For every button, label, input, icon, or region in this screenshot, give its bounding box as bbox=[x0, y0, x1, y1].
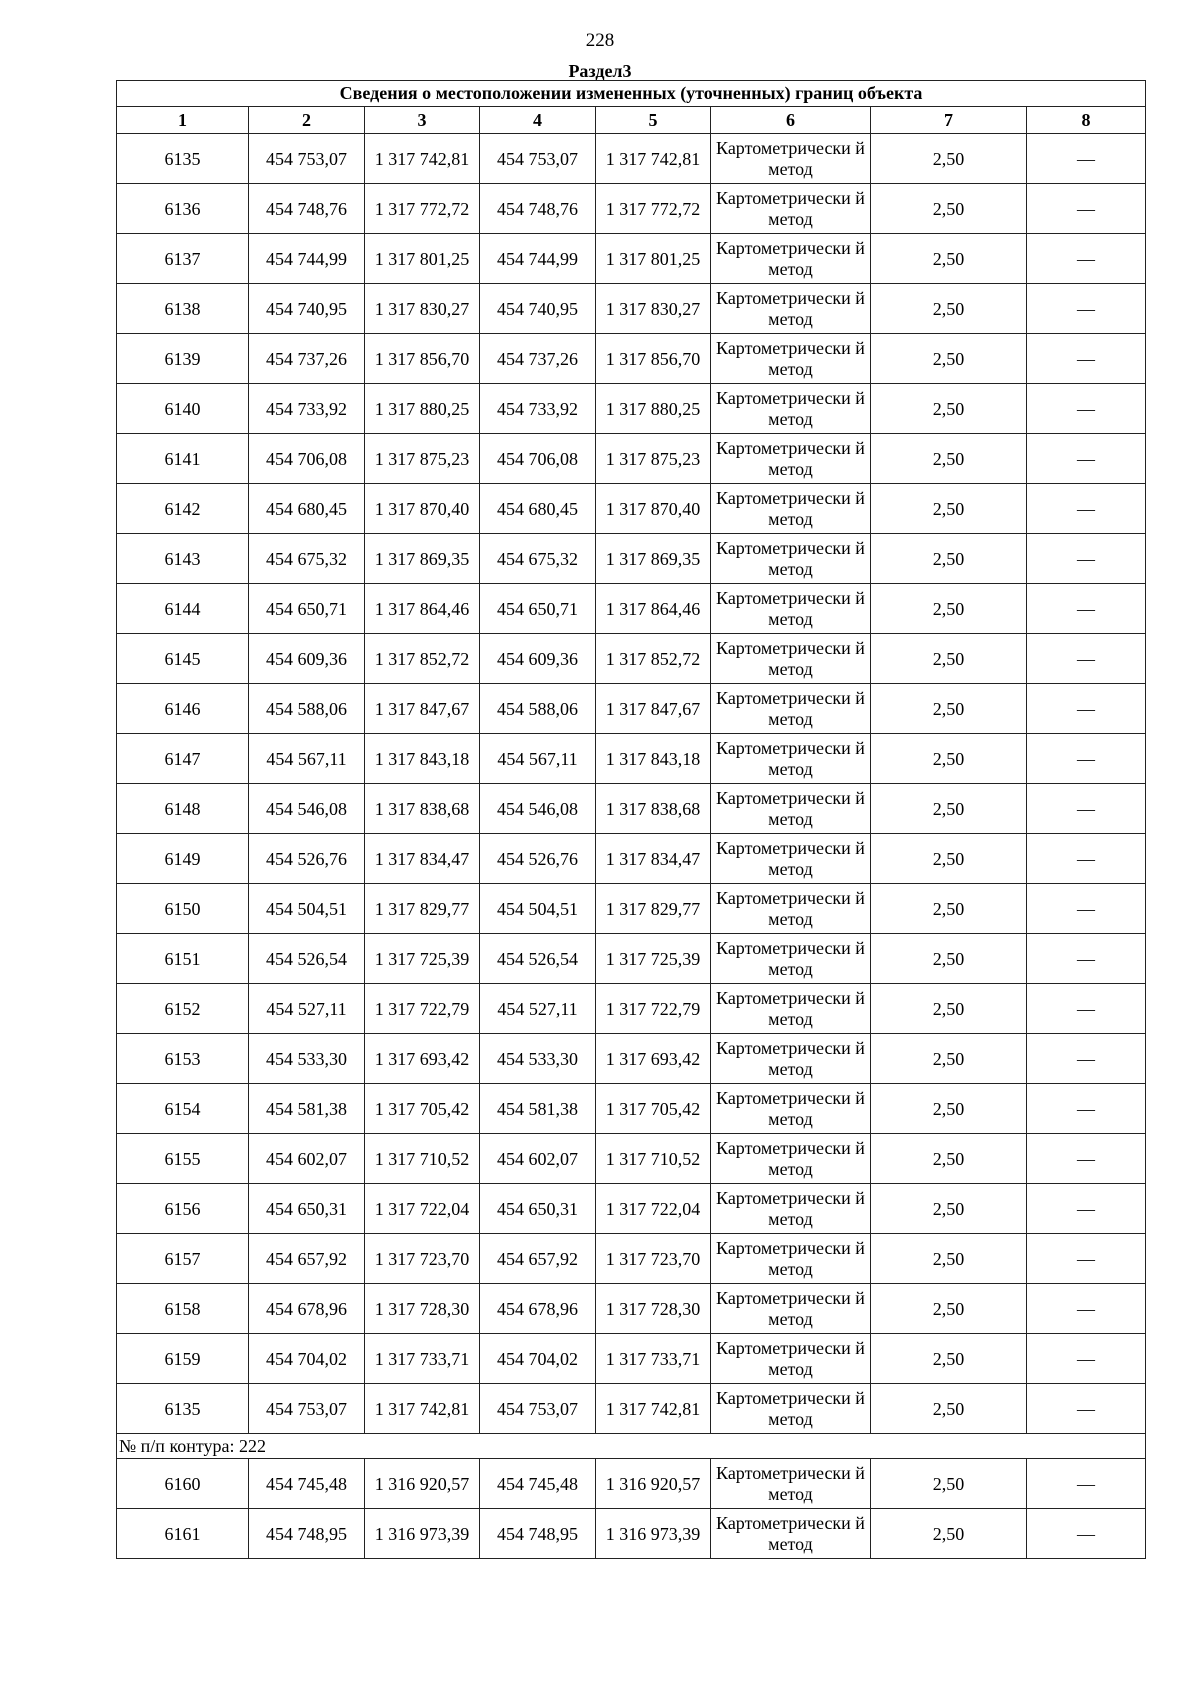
table-row bbox=[117, 284, 1146, 334]
point-number-cell: 6150 bbox=[117, 884, 249, 934]
x-coordinate-cell: 454 740,95 bbox=[249, 284, 365, 334]
x-coordinate-cell: 454 588,06 bbox=[249, 684, 365, 734]
accuracy-cell: 2,50 bbox=[871, 984, 1027, 1034]
note-cell: — bbox=[1027, 984, 1146, 1034]
point-number-cell: 6136 bbox=[117, 184, 249, 234]
method-cell: Картометрически й метод bbox=[711, 184, 871, 234]
accuracy-cell: 2,50 bbox=[871, 634, 1027, 684]
y-coordinate-cell: 1 317 725,39 bbox=[365, 934, 480, 984]
x-coordinate-cell: 454 650,31 bbox=[249, 1184, 365, 1234]
y-coordinate-cell: 1 317 852,72 bbox=[365, 634, 480, 684]
y-coordinate-cell: 1 317 722,79 bbox=[365, 984, 480, 1034]
method-cell: Картометрически й метод bbox=[711, 984, 871, 1034]
table-row bbox=[117, 534, 1146, 584]
accuracy-cell: 2,50 bbox=[871, 1234, 1027, 1284]
note-cell: — bbox=[1027, 234, 1146, 284]
note-cell: — bbox=[1027, 634, 1146, 684]
note-cell: — bbox=[1027, 934, 1146, 984]
x-coordinate-cell: 454 650,71 bbox=[249, 584, 365, 634]
y-coordinate-cell: 1 317 742,81 bbox=[365, 134, 480, 184]
accuracy-cell: 2,50 bbox=[871, 884, 1027, 934]
note-cell: — bbox=[1027, 1284, 1146, 1334]
point-number-cell: 6156 bbox=[117, 1184, 249, 1234]
x-coordinate-cell: 454 744,99 bbox=[249, 234, 365, 284]
table-row bbox=[117, 1284, 1146, 1334]
note-cell: — bbox=[1027, 734, 1146, 784]
table-row bbox=[117, 134, 1146, 184]
note-cell: — bbox=[1027, 1384, 1146, 1434]
y-coordinate-cell: 1 317 710,52 bbox=[596, 1134, 711, 1184]
y-coordinate-cell: 1 317 742,81 bbox=[596, 1384, 711, 1434]
accuracy-cell: 2,50 bbox=[871, 1184, 1027, 1234]
note-cell: — bbox=[1027, 484, 1146, 534]
y-coordinate-cell: 1 317 693,42 bbox=[365, 1034, 480, 1084]
y-coordinate-cell: 1 317 710,52 bbox=[365, 1134, 480, 1184]
note-cell: — bbox=[1027, 284, 1146, 334]
x-coordinate-cell: 454 546,08 bbox=[249, 784, 365, 834]
table-row bbox=[117, 984, 1146, 1034]
note-cell: — bbox=[1027, 834, 1146, 884]
method-cell: Картометрически й метод bbox=[711, 484, 871, 534]
y-coordinate-cell: 1 317 829,77 bbox=[365, 884, 480, 934]
x-coordinate-cell: 454 704,02 bbox=[480, 1334, 596, 1384]
note-cell: — bbox=[1027, 384, 1146, 434]
x-coordinate-cell: 454 581,38 bbox=[249, 1084, 365, 1134]
method-cell: Картометрически й метод bbox=[711, 334, 871, 384]
x-coordinate-cell: 454 678,96 bbox=[249, 1284, 365, 1334]
x-coordinate-cell: 454 733,92 bbox=[480, 384, 596, 434]
y-coordinate-cell: 1 317 856,70 bbox=[596, 334, 711, 384]
x-coordinate-cell: 454 567,11 bbox=[480, 734, 596, 784]
x-coordinate-cell: 454 737,26 bbox=[249, 334, 365, 384]
y-coordinate-cell: 1 317 693,42 bbox=[596, 1034, 711, 1084]
y-coordinate-cell: 1 317 829,77 bbox=[596, 884, 711, 934]
point-number-cell: 6139 bbox=[117, 334, 249, 384]
x-coordinate-cell: 454 753,07 bbox=[249, 134, 365, 184]
point-number-cell: 6146 bbox=[117, 684, 249, 734]
method-cell: Картометрически й метод bbox=[711, 1284, 871, 1334]
note-cell: — bbox=[1027, 434, 1146, 484]
table-row bbox=[117, 1184, 1146, 1234]
y-coordinate-cell: 1 317 843,18 bbox=[365, 734, 480, 784]
method-cell: Картометрически й метод bbox=[711, 734, 871, 784]
x-coordinate-cell: 454 602,07 bbox=[480, 1134, 596, 1184]
y-coordinate-cell: 1 317 880,25 bbox=[596, 384, 711, 434]
y-coordinate-cell: 1 317 880,25 bbox=[365, 384, 480, 434]
y-coordinate-cell: 1 317 864,46 bbox=[365, 584, 480, 634]
accuracy-cell: 2,50 bbox=[871, 834, 1027, 884]
accuracy-cell: 2,50 bbox=[871, 1334, 1027, 1384]
accuracy-cell: 2,50 bbox=[871, 1284, 1027, 1334]
note-cell: — bbox=[1027, 1134, 1146, 1184]
x-coordinate-cell: 454 609,36 bbox=[249, 634, 365, 684]
point-number-cell: 6143 bbox=[117, 534, 249, 584]
y-coordinate-cell: 1 317 728,30 bbox=[365, 1284, 480, 1334]
table-row bbox=[117, 684, 1146, 734]
method-cell: Картометрически й метод bbox=[711, 1234, 871, 1284]
x-coordinate-cell: 454 533,30 bbox=[249, 1034, 365, 1084]
x-coordinate-cell: 454 737,26 bbox=[480, 334, 596, 384]
contour-label: № п/п контура: 222 bbox=[117, 1434, 1146, 1459]
method-cell: Картометрически й метод bbox=[711, 884, 871, 934]
point-number-cell: 6160 bbox=[117, 1459, 249, 1509]
accuracy-cell: 2,50 bbox=[871, 1459, 1027, 1509]
table-caption: Сведения о местоположении измененных (уточненных) границ объекта bbox=[117, 81, 1146, 107]
x-coordinate-cell: 454 753,07 bbox=[480, 134, 596, 184]
table-row bbox=[117, 1084, 1146, 1134]
accuracy-cell: 2,50 bbox=[871, 1034, 1027, 1084]
note-cell: — bbox=[1027, 1234, 1146, 1284]
table-row bbox=[117, 234, 1146, 284]
method-cell: Картометрически й метод bbox=[711, 634, 871, 684]
column-number: 7 bbox=[871, 107, 1027, 134]
y-coordinate-cell: 1 317 705,42 bbox=[596, 1084, 711, 1134]
coordinates-table bbox=[116, 80, 1146, 1559]
x-coordinate-cell: 454 527,11 bbox=[480, 984, 596, 1034]
table-row bbox=[117, 584, 1146, 634]
table-row bbox=[117, 334, 1146, 384]
point-number-cell: 6151 bbox=[117, 934, 249, 984]
x-coordinate-cell: 454 533,30 bbox=[480, 1034, 596, 1084]
method-cell: Картометрически й метод bbox=[711, 234, 871, 284]
point-number-cell: 6145 bbox=[117, 634, 249, 684]
y-coordinate-cell: 1 317 864,46 bbox=[596, 584, 711, 634]
accuracy-cell: 2,50 bbox=[871, 1134, 1027, 1184]
accuracy-cell: 2,50 bbox=[871, 184, 1027, 234]
table-row bbox=[117, 734, 1146, 784]
point-number-cell: 6148 bbox=[117, 784, 249, 834]
point-number-cell: 6152 bbox=[117, 984, 249, 1034]
x-coordinate-cell: 454 748,76 bbox=[480, 184, 596, 234]
table-row bbox=[117, 1384, 1146, 1434]
method-cell: Картометрически й метод bbox=[711, 1509, 871, 1559]
x-coordinate-cell: 454 748,95 bbox=[480, 1509, 596, 1559]
table-row bbox=[117, 434, 1146, 484]
x-coordinate-cell: 454 602,07 bbox=[249, 1134, 365, 1184]
y-coordinate-cell: 1 317 723,70 bbox=[365, 1234, 480, 1284]
accuracy-cell: 2,50 bbox=[871, 1084, 1027, 1134]
method-cell: Картометрически й метод bbox=[711, 1084, 871, 1134]
x-coordinate-cell: 454 744,99 bbox=[480, 234, 596, 284]
y-coordinate-cell: 1 317 725,39 bbox=[596, 934, 711, 984]
column-number: 2 bbox=[249, 107, 365, 134]
note-cell: — bbox=[1027, 1184, 1146, 1234]
x-coordinate-cell: 454 567,11 bbox=[249, 734, 365, 784]
accuracy-cell: 2,50 bbox=[871, 434, 1027, 484]
column-number: 5 bbox=[596, 107, 711, 134]
x-coordinate-cell: 454 526,54 bbox=[480, 934, 596, 984]
accuracy-cell: 2,50 bbox=[871, 684, 1027, 734]
x-coordinate-cell: 454 745,48 bbox=[249, 1459, 365, 1509]
method-cell: Картометрически й метод bbox=[711, 434, 871, 484]
table-row bbox=[117, 884, 1146, 934]
y-coordinate-cell: 1 316 973,39 bbox=[365, 1509, 480, 1559]
y-coordinate-cell: 1 317 733,71 bbox=[365, 1334, 480, 1384]
accuracy-cell: 2,50 bbox=[871, 134, 1027, 184]
method-cell: Картометрически й метод bbox=[711, 284, 871, 334]
method-cell: Картометрически й метод bbox=[711, 1459, 871, 1509]
table-row bbox=[117, 384, 1146, 434]
x-coordinate-cell: 454 706,08 bbox=[480, 434, 596, 484]
x-coordinate-cell: 454 526,76 bbox=[249, 834, 365, 884]
x-coordinate-cell: 454 675,32 bbox=[249, 534, 365, 584]
x-coordinate-cell: 454 704,02 bbox=[249, 1334, 365, 1384]
accuracy-cell: 2,50 bbox=[871, 384, 1027, 434]
point-number-cell: 6157 bbox=[117, 1234, 249, 1284]
point-number-cell: 6142 bbox=[117, 484, 249, 534]
y-coordinate-cell: 1 317 875,23 bbox=[365, 434, 480, 484]
x-coordinate-cell: 454 657,92 bbox=[249, 1234, 365, 1284]
x-coordinate-cell: 454 680,45 bbox=[249, 484, 365, 534]
y-coordinate-cell: 1 317 722,04 bbox=[365, 1184, 480, 1234]
x-coordinate-cell: 454 609,36 bbox=[480, 634, 596, 684]
method-cell: Картометрически й метод bbox=[711, 934, 871, 984]
y-coordinate-cell: 1 317 870,40 bbox=[596, 484, 711, 534]
x-coordinate-cell: 454 753,07 bbox=[480, 1384, 596, 1434]
table-row bbox=[117, 934, 1146, 984]
method-cell: Картометрически й метод bbox=[711, 1184, 871, 1234]
table-caption-row bbox=[117, 81, 1146, 107]
table-row bbox=[117, 1234, 1146, 1284]
x-coordinate-cell: 454 706,08 bbox=[249, 434, 365, 484]
table-row bbox=[117, 1509, 1146, 1559]
note-cell: — bbox=[1027, 334, 1146, 384]
y-coordinate-cell: 1 317 869,35 bbox=[596, 534, 711, 584]
point-number-cell: 6154 bbox=[117, 1084, 249, 1134]
x-coordinate-cell: 454 748,95 bbox=[249, 1509, 365, 1559]
note-cell: — bbox=[1027, 584, 1146, 634]
table-row bbox=[117, 784, 1146, 834]
accuracy-cell: 2,50 bbox=[871, 334, 1027, 384]
method-cell: Картометрически й метод bbox=[711, 684, 871, 734]
point-number-cell: 6135 bbox=[117, 134, 249, 184]
table-row bbox=[117, 1034, 1146, 1084]
method-cell: Картометрически й метод bbox=[711, 134, 871, 184]
column-number: 1 bbox=[117, 107, 249, 134]
note-cell: — bbox=[1027, 1034, 1146, 1084]
point-number-cell: 6153 bbox=[117, 1034, 249, 1084]
x-coordinate-cell: 454 748,76 bbox=[249, 184, 365, 234]
table-row bbox=[117, 184, 1146, 234]
note-cell: — bbox=[1027, 534, 1146, 584]
x-coordinate-cell: 454 733,92 bbox=[249, 384, 365, 434]
point-number-cell: 6140 bbox=[117, 384, 249, 434]
table-row bbox=[117, 1459, 1146, 1509]
point-number-cell: 6147 bbox=[117, 734, 249, 784]
x-coordinate-cell: 454 680,45 bbox=[480, 484, 596, 534]
y-coordinate-cell: 1 317 847,67 bbox=[596, 684, 711, 734]
y-coordinate-cell: 1 317 830,27 bbox=[365, 284, 480, 334]
point-number-cell: 6137 bbox=[117, 234, 249, 284]
column-number-row bbox=[117, 107, 1146, 134]
y-coordinate-cell: 1 317 869,35 bbox=[365, 534, 480, 584]
y-coordinate-cell: 1 317 801,25 bbox=[596, 234, 711, 284]
accuracy-cell: 2,50 bbox=[871, 734, 1027, 784]
accuracy-cell: 2,50 bbox=[871, 284, 1027, 334]
x-coordinate-cell: 454 675,32 bbox=[480, 534, 596, 584]
method-cell: Картометрически й метод bbox=[711, 1384, 871, 1434]
accuracy-cell: 2,50 bbox=[871, 1384, 1027, 1434]
column-number: 3 bbox=[365, 107, 480, 134]
note-cell: — bbox=[1027, 184, 1146, 234]
point-number-cell: 6138 bbox=[117, 284, 249, 334]
x-coordinate-cell: 454 650,31 bbox=[480, 1184, 596, 1234]
method-cell: Картометрически й метод bbox=[711, 834, 871, 884]
x-coordinate-cell: 454 504,51 bbox=[480, 884, 596, 934]
x-coordinate-cell: 454 526,54 bbox=[249, 934, 365, 984]
method-cell: Картометрически й метод bbox=[711, 784, 871, 834]
y-coordinate-cell: 1 317 722,79 bbox=[596, 984, 711, 1034]
y-coordinate-cell: 1 316 920,57 bbox=[365, 1459, 480, 1509]
section-title: Раздел3 bbox=[568, 61, 632, 81]
table-row bbox=[117, 484, 1146, 534]
note-cell: — bbox=[1027, 1334, 1146, 1384]
point-number-cell: 6161 bbox=[117, 1509, 249, 1559]
x-coordinate-cell: 454 581,38 bbox=[480, 1084, 596, 1134]
contour-row bbox=[117, 1434, 1146, 1459]
column-number: 6 bbox=[711, 107, 871, 134]
method-cell: Картометрически й метод bbox=[711, 584, 871, 634]
column-number: 8 bbox=[1027, 107, 1146, 134]
column-number: 4 bbox=[480, 107, 596, 134]
note-cell: — bbox=[1027, 1084, 1146, 1134]
y-coordinate-cell: 1 317 722,04 bbox=[596, 1184, 711, 1234]
accuracy-cell: 2,50 bbox=[871, 534, 1027, 584]
x-coordinate-cell: 454 740,95 bbox=[480, 284, 596, 334]
point-number-cell: 6159 bbox=[117, 1334, 249, 1384]
method-cell: Картометрически й метод bbox=[711, 384, 871, 434]
accuracy-cell: 2,50 bbox=[871, 1509, 1027, 1559]
y-coordinate-cell: 1 317 852,72 bbox=[596, 634, 711, 684]
note-cell: — bbox=[1027, 1459, 1146, 1509]
x-coordinate-cell: 454 745,48 bbox=[480, 1459, 596, 1509]
y-coordinate-cell: 1 317 870,40 bbox=[365, 484, 480, 534]
y-coordinate-cell: 1 317 838,68 bbox=[596, 784, 711, 834]
x-coordinate-cell: 454 650,71 bbox=[480, 584, 596, 634]
x-coordinate-cell: 454 527,11 bbox=[249, 984, 365, 1034]
point-number-cell: 6141 bbox=[117, 434, 249, 484]
x-coordinate-cell: 454 657,92 bbox=[480, 1234, 596, 1284]
table-row bbox=[117, 1134, 1146, 1184]
point-number-cell: 6155 bbox=[117, 1134, 249, 1184]
note-cell: — bbox=[1027, 1509, 1146, 1559]
table-row bbox=[117, 1334, 1146, 1384]
y-coordinate-cell: 1 317 875,23 bbox=[596, 434, 711, 484]
method-cell: Картометрически й метод bbox=[711, 1134, 871, 1184]
y-coordinate-cell: 1 317 843,18 bbox=[596, 734, 711, 784]
point-number-cell: 6149 bbox=[117, 834, 249, 884]
accuracy-cell: 2,50 bbox=[871, 234, 1027, 284]
x-coordinate-cell: 454 588,06 bbox=[480, 684, 596, 734]
y-coordinate-cell: 1 317 772,72 bbox=[596, 184, 711, 234]
x-coordinate-cell: 454 753,07 bbox=[249, 1384, 365, 1434]
x-coordinate-cell: 454 546,08 bbox=[480, 784, 596, 834]
y-coordinate-cell: 1 317 856,70 bbox=[365, 334, 480, 384]
point-number-cell: 6158 bbox=[117, 1284, 249, 1334]
y-coordinate-cell: 1 317 728,30 bbox=[596, 1284, 711, 1334]
y-coordinate-cell: 1 317 834,47 bbox=[596, 834, 711, 884]
y-coordinate-cell: 1 316 973,39 bbox=[596, 1509, 711, 1559]
y-coordinate-cell: 1 317 733,71 bbox=[596, 1334, 711, 1384]
y-coordinate-cell: 1 317 838,68 bbox=[365, 784, 480, 834]
y-coordinate-cell: 1 317 830,27 bbox=[596, 284, 711, 334]
y-coordinate-cell: 1 317 834,47 bbox=[365, 834, 480, 884]
accuracy-cell: 2,50 bbox=[871, 484, 1027, 534]
accuracy-cell: 2,50 bbox=[871, 584, 1027, 634]
y-coordinate-cell: 1 317 723,70 bbox=[596, 1234, 711, 1284]
accuracy-cell: 2,50 bbox=[871, 934, 1027, 984]
method-cell: Картометрически й метод bbox=[711, 534, 871, 584]
note-cell: — bbox=[1027, 684, 1146, 734]
x-coordinate-cell: 454 526,76 bbox=[480, 834, 596, 884]
table-row bbox=[117, 834, 1146, 884]
accuracy-cell: 2,50 bbox=[871, 784, 1027, 834]
y-coordinate-cell: 1 316 920,57 bbox=[596, 1459, 711, 1509]
method-cell: Картометрически й метод bbox=[711, 1034, 871, 1084]
x-coordinate-cell: 454 678,96 bbox=[480, 1284, 596, 1334]
x-coordinate-cell: 454 504,51 bbox=[249, 884, 365, 934]
y-coordinate-cell: 1 317 772,72 bbox=[365, 184, 480, 234]
note-cell: — bbox=[1027, 134, 1146, 184]
y-coordinate-cell: 1 317 801,25 bbox=[365, 234, 480, 284]
y-coordinate-cell: 1 317 742,81 bbox=[365, 1384, 480, 1434]
note-cell: — bbox=[1027, 784, 1146, 834]
y-coordinate-cell: 1 317 847,67 bbox=[365, 684, 480, 734]
method-cell: Картометрически й метод bbox=[711, 1334, 871, 1384]
point-number-cell: 6135 bbox=[117, 1384, 249, 1434]
table-row bbox=[117, 634, 1146, 684]
y-coordinate-cell: 1 317 705,42 bbox=[365, 1084, 480, 1134]
note-cell: — bbox=[1027, 884, 1146, 934]
page-number: 228 bbox=[585, 30, 615, 51]
y-coordinate-cell: 1 317 742,81 bbox=[596, 134, 711, 184]
point-number-cell: 6144 bbox=[117, 584, 249, 634]
